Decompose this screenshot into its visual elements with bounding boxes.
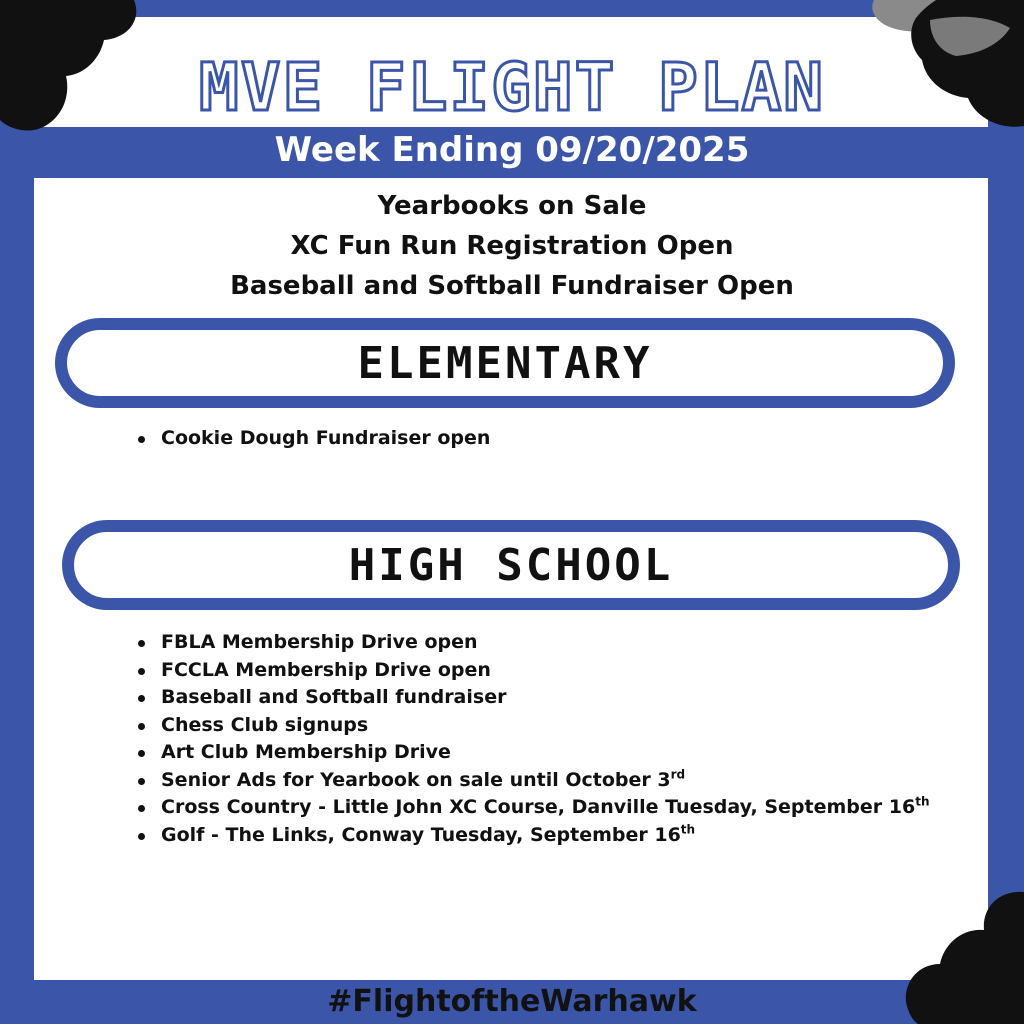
high-school-heading-banner xyxy=(62,520,960,610)
elementary-heading-banner xyxy=(55,318,955,408)
announcement-line: Baseball and Softball Fundraiser Open xyxy=(230,271,794,301)
list-item: Cross Country - Little John XC Course, Danville Tuesday, September 16th xyxy=(135,794,930,822)
list-item: Art Club Membership Drive xyxy=(135,739,930,767)
elementary-list xyxy=(135,425,490,453)
announcement-line: XC Fun Run Registration Open xyxy=(290,231,734,261)
list-item: Senior Ads for Yearbook on sale until October 3rd xyxy=(135,767,930,795)
list-item: Cookie Dough Fundraiser open xyxy=(135,425,490,453)
list-item: Golf - The Links, Conway Tuesday, September 16th xyxy=(135,822,930,850)
list-item: FCCLA Membership Drive open xyxy=(135,657,930,685)
announcement-line: Yearbooks on Sale xyxy=(377,191,647,221)
page-title: MVE FLIGHT PLAN xyxy=(198,49,826,126)
list-item: Baseball and Softball fundraiser xyxy=(135,684,930,712)
list-item: Chess Club signups xyxy=(135,712,930,740)
bottom-right-petal-decoration xyxy=(900,890,1024,1024)
list-item: FBLA Membership Drive open xyxy=(135,629,930,657)
ordinal-suffix: rd xyxy=(670,767,686,782)
ordinal-suffix: th xyxy=(680,822,696,837)
footer-hashtag: #FlightoftheWarhawk xyxy=(327,984,697,1019)
high-school-list xyxy=(135,629,930,849)
high-school-heading: HIGH SCHOOL xyxy=(348,539,674,591)
elementary-heading: ELEMENTARY xyxy=(357,337,653,389)
week-ending-label: Week Ending 09/20/2025 xyxy=(274,130,750,170)
announcements xyxy=(0,186,1024,306)
ordinal-suffix: th xyxy=(915,794,930,809)
